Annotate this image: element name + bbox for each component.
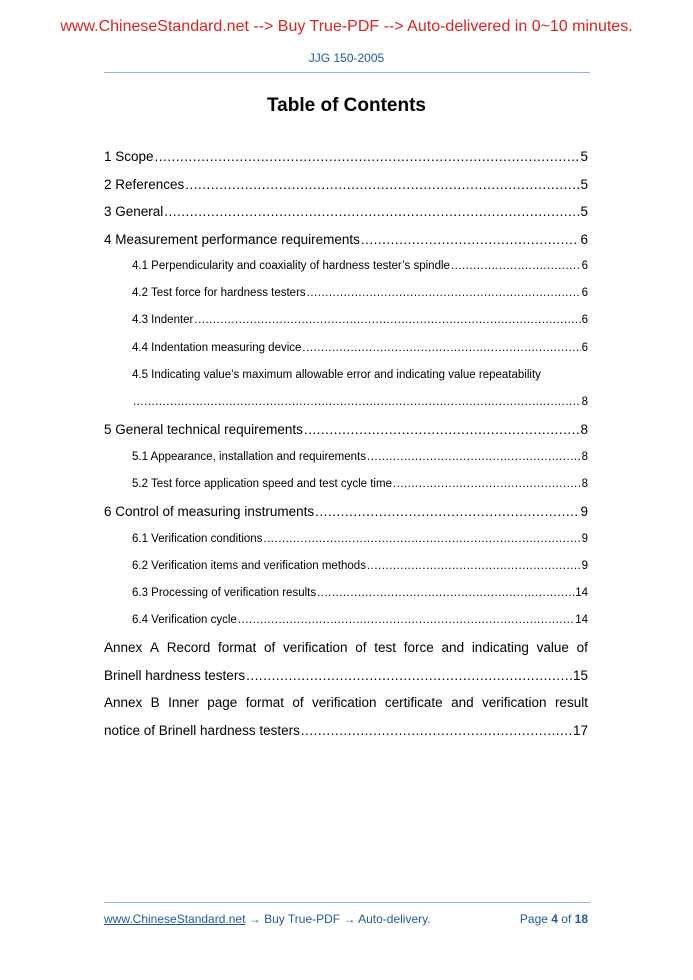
toc-entry-control[interactable]	[104, 498, 588, 526]
footer-left	[104, 912, 431, 926]
toc-entry-6-4[interactable]	[104, 607, 588, 634]
footer	[104, 912, 588, 926]
toc-label: 3 General	[104, 204, 164, 219]
table-of-contents	[104, 143, 588, 744]
toc-entry-6-2[interactable]	[104, 553, 588, 580]
toc-label: 6.3 Processing of verification results	[132, 586, 317, 599]
toc-entry-technical[interactable]	[104, 416, 588, 444]
toc-page: 9	[581, 532, 588, 545]
toc-leader	[317, 580, 574, 607]
toc-entry-4-3[interactable]	[104, 307, 588, 334]
page-of: of	[557, 912, 575, 926]
toc-word: Annex	[104, 695, 143, 711]
toc-page: 14	[575, 586, 588, 599]
toc-word: of	[264, 640, 276, 656]
toc-label: Brinell hardness testers	[104, 667, 246, 683]
toc-page: 6	[581, 260, 588, 272]
toc-word: and	[441, 640, 465, 656]
toc-label: 1 Scope	[104, 149, 154, 164]
toc-leader	[302, 335, 580, 362]
toc-word: format	[218, 640, 257, 656]
toc-entry-6-3[interactable]	[104, 580, 588, 607]
toc-entry-references[interactable]	[104, 171, 588, 199]
toc-word: and	[451, 695, 474, 711]
page-title: Table of Contents	[266, 95, 427, 116]
toc-leader	[315, 498, 579, 526]
toc-word: B	[150, 695, 160, 711]
toc-page: 8	[581, 477, 588, 490]
toc-leader	[238, 607, 574, 634]
toc-word: Inner	[168, 695, 199, 711]
toc-label: 2 References	[104, 176, 185, 192]
toc-word: page	[207, 695, 238, 711]
toc-leader	[451, 253, 581, 280]
toc-label: 4.5 Indicating value’s maximum allowable error and indicating value repeatability	[132, 368, 541, 381]
toc-page: 15	[572, 667, 588, 683]
toc-page: 14	[575, 614, 588, 627]
toc-page: 9	[580, 504, 588, 519]
footer-link[interactable]: www.ChineseStandard.net	[104, 912, 246, 926]
page-indicator	[520, 912, 588, 926]
toc-word: of	[576, 640, 588, 656]
document-code: JJG 150-2005	[308, 51, 385, 65]
toc-word: Record	[166, 640, 211, 656]
toc-entry-5-1[interactable]	[104, 444, 588, 471]
toc-entry-annex-b-line1[interactable]	[104, 689, 588, 717]
toc-leader	[304, 416, 580, 444]
toc-entry-annex-a-line1[interactable]	[104, 634, 588, 662]
toc-page: 6	[581, 341, 588, 354]
toc-leader	[361, 226, 580, 254]
toc-entry-measurement[interactable]	[104, 226, 588, 254]
toc-leader	[155, 143, 580, 171]
toc-page: 5	[580, 176, 588, 192]
toc-page: 6	[581, 287, 588, 300]
toc-word: verification	[482, 695, 547, 711]
toc-word: format	[245, 695, 284, 711]
toc-label: 6.1 Verification conditions	[132, 532, 263, 545]
toc-page: 9	[581, 559, 588, 572]
toc-entry-4-1[interactable]	[104, 253, 588, 280]
toc-entry-scope[interactable]	[104, 143, 588, 171]
toc-page: 8	[581, 395, 588, 408]
toc-label: 5 General technical requirements	[104, 422, 303, 438]
toc-label: 4.2 Test force for hardness testers	[132, 287, 306, 300]
footer-divider	[104, 902, 590, 903]
toc-word: of	[355, 640, 367, 656]
toc-leader	[307, 280, 581, 307]
toc-label: 6.4 Verification cycle	[132, 614, 237, 627]
toc-leader	[194, 307, 580, 334]
toc-page: 17	[572, 722, 588, 738]
toc-leader	[367, 553, 581, 580]
toc-label: 4.3 Indenter	[132, 314, 194, 327]
toc-entry-5-2[interactable]	[104, 471, 588, 498]
toc-word: test	[374, 640, 397, 656]
toc-label: 6.2 Verification items and verification methods	[132, 559, 366, 572]
toc-word: force	[403, 640, 434, 656]
toc-leader	[367, 444, 581, 471]
toc-page: 6	[581, 314, 588, 327]
toc-leader	[164, 198, 579, 226]
toc-label: 5.2 Test force application speed and test cycle time	[132, 477, 392, 490]
toc-entry-annex-b-line2[interactable]	[104, 717, 588, 745]
toc-page: 5	[580, 149, 588, 164]
toc-word: verification	[312, 695, 377, 711]
toc-page: 5	[580, 204, 588, 219]
toc-entry-4-5[interactable]	[104, 362, 588, 389]
toc-page: 6	[580, 231, 588, 247]
toc-entry-4-2[interactable]	[104, 280, 588, 307]
page-prefix: Page	[519, 912, 552, 926]
toc-leader	[301, 717, 572, 745]
toc-word: indicating	[471, 640, 529, 656]
toc-leader	[185, 171, 579, 199]
toc-label: 4 Measurement performance requirements	[104, 231, 360, 247]
toc-entry-4-4[interactable]	[104, 335, 588, 362]
toc-word: result	[554, 695, 588, 711]
toc-page: 8	[581, 450, 588, 463]
toc-leader	[263, 526, 580, 553]
toc-word: Annex	[104, 640, 143, 656]
header-divider	[104, 72, 590, 73]
toc-word: verification	[283, 640, 348, 656]
toc-word: A	[150, 640, 160, 656]
toc-label: 6 Control of measuring instruments	[104, 504, 315, 519]
toc-word: value	[536, 640, 569, 656]
page-current: 4	[551, 912, 558, 926]
toc-entry-annex-a-line2[interactable]	[104, 662, 588, 690]
toc-page: 8	[580, 422, 588, 438]
toc-entry-4-5-leader-line[interactable]	[104, 389, 588, 416]
toc-leader	[133, 389, 581, 416]
page-total: 18	[574, 912, 588, 926]
toc-label: notice of Brinell hardness testers	[104, 722, 300, 738]
toc-label: 4.1 Perpendicularity and coaxiality of hardness tester’s spindle	[132, 260, 450, 272]
toc-leader	[393, 471, 581, 498]
toc-leader	[246, 662, 572, 690]
toc-entry-general[interactable]	[104, 198, 588, 226]
toc-label: 4.4 Indentation measuring device	[132, 341, 302, 354]
toc-label: 5.1 Appearance, installation and requirements	[132, 450, 366, 463]
toc-word: of	[292, 695, 304, 711]
top-banner[interactable]: www.ChineseStandard.net --> Buy True-PDF --> Auto-delivered in 0~10 minutes.	[60, 18, 633, 35]
toc-entry-6-1[interactable]	[104, 526, 588, 553]
footer-tagline: → Buy True-PDF → Auto-delivery.	[245, 912, 431, 926]
toc-word: certificate	[384, 695, 443, 711]
